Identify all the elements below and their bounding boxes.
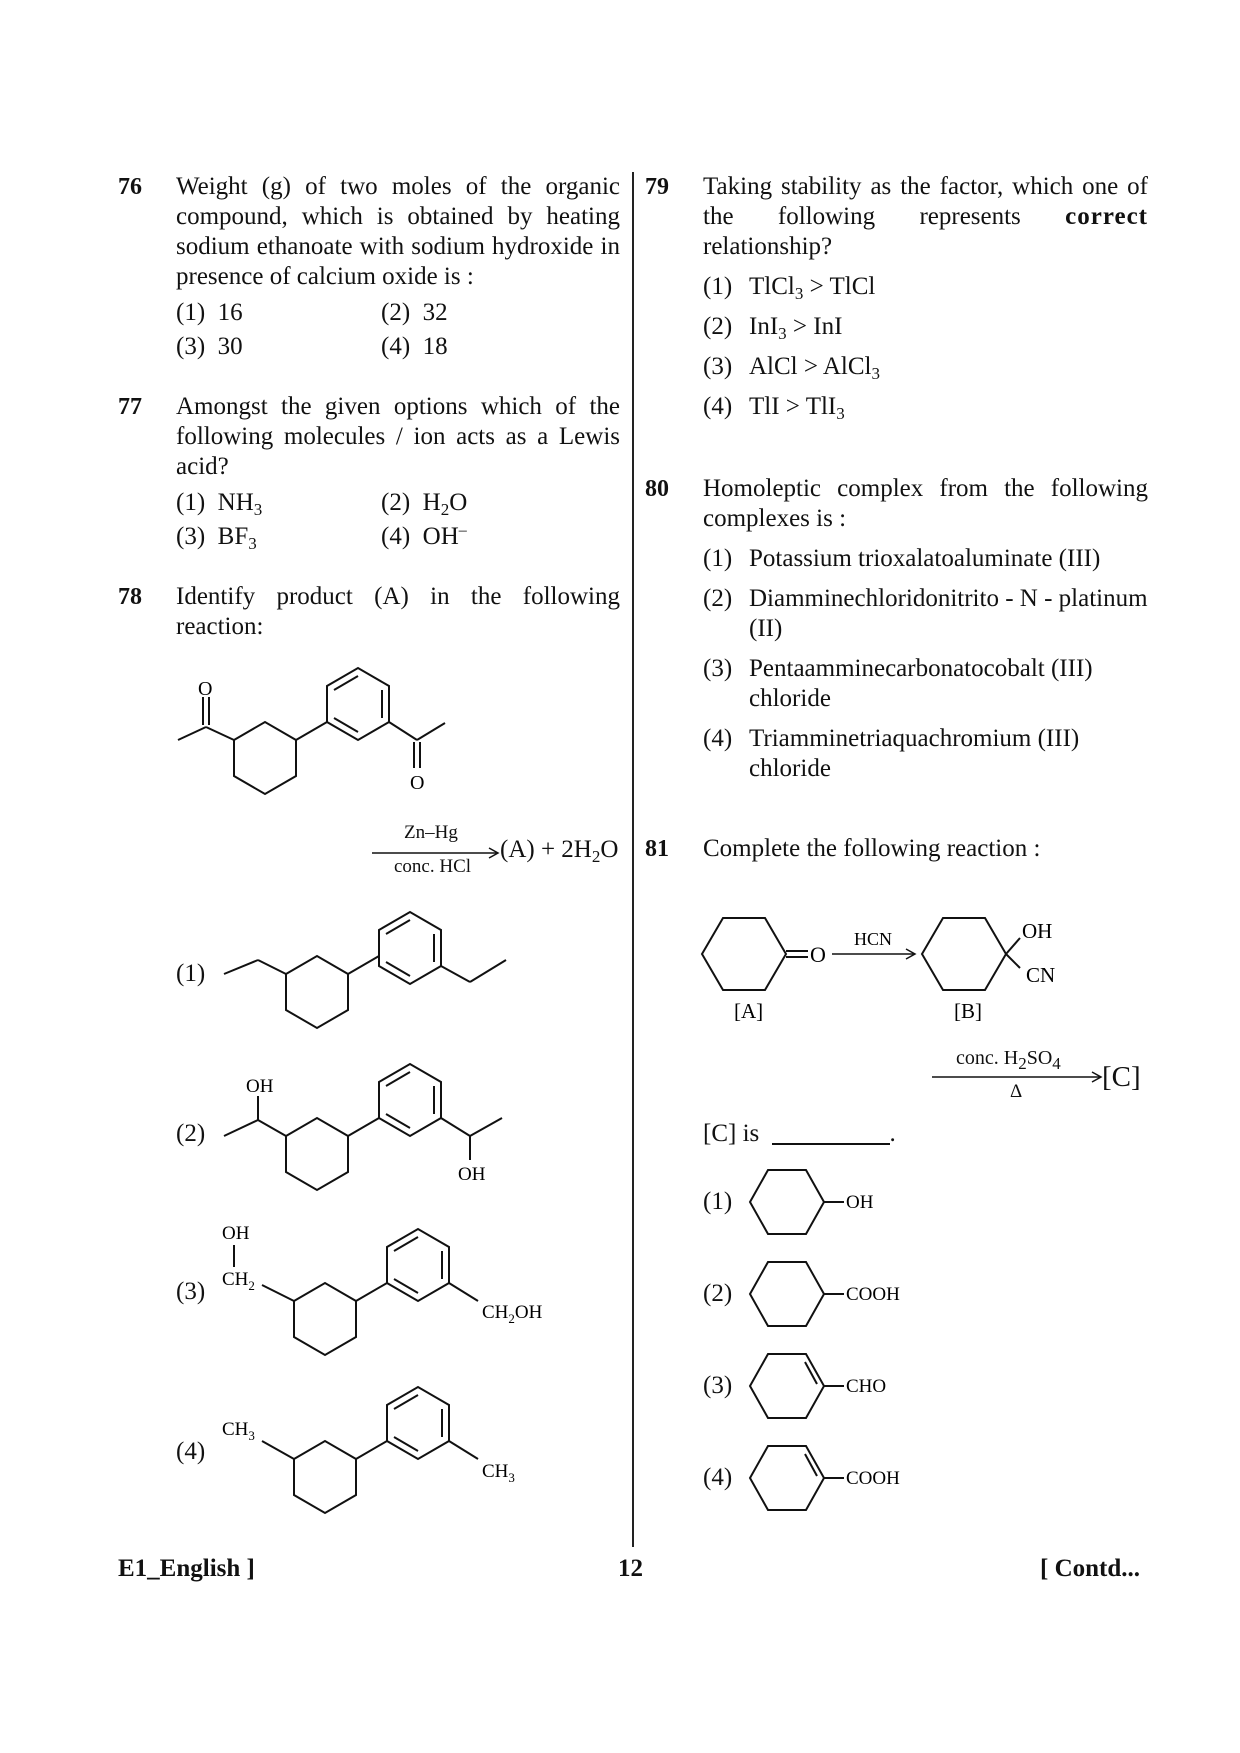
question-stem: Homoleptic complex from the following complexes is : [703,475,1148,532]
q81-option-2-structure [748,1256,948,1334]
option-4[interactable]: (4) Triamminetriaquachromium (III) chloride [703,725,1080,782]
footer-right: [ Contd... [1040,1555,1141,1582]
option-2[interactable]: (2) InI$_3$ > InI [703,313,843,343]
question-stem: Complete the following reaction : [703,835,1041,862]
q81-second-step [930,1045,1150,1107]
footer-left: E1_English ] [118,1555,255,1582]
option-3[interactable]: (3) [703,1372,733,1399]
q81-option-1-structure [748,1164,928,1242]
right-column [645,172,1148,864]
option-2[interactable]: (2) [176,1120,206,1147]
option-4[interactable]: (4) [703,1464,733,1491]
option-1[interactable]: (1) Potassium trioxalatoaluminate (III) [703,545,1101,572]
option-1[interactable]: (1) TlCl$_3$ > TlCl [703,273,876,303]
option-1[interactable]: (1) [176,960,206,987]
oh-label: OH [458,1164,486,1185]
q81-reaction-scheme [700,910,1160,1025]
question-number: 81 [645,836,669,862]
option-4[interactable]: (4) OH– [381,522,467,550]
cooh-label: COOH [846,1468,900,1489]
q78-option-2-structure [220,1060,520,1200]
question-number: 80 [645,476,669,502]
options [176,298,620,362]
left-column [118,172,620,642]
q78-reaction-arrow [372,822,632,882]
option-2[interactable]: (2) Diamminechloridonitrito - N - platinum (II) [703,585,1148,642]
question-78 [118,582,620,642]
page-number: 12 [618,1555,643,1582]
question-79 [645,172,1148,422]
option-3[interactable]: (3) AlCl > AlCl$_3$ [703,353,880,383]
question-number: 77 [118,394,142,420]
cooh-label: COOH [846,1284,900,1305]
question-stem: Weight (g) of two moles of the organic compound, which is obtained by heating sodium ethanoate with sodium hydroxide in presence of calcium oxide is : [176,173,620,290]
label-a: [A] [734,999,764,1023]
question-number: 76 [118,174,142,200]
oxygen-label: O [410,772,425,794]
ch2-label: $CH_2$ [222,1269,255,1293]
q81-blank-line: [C] is . [703,1120,896,1147]
question-81 [645,834,1148,864]
option-3[interactable]: (3) 30 [176,333,243,360]
ch2oh-label: $CH_2OH$ [482,1302,543,1326]
cn-label: CN [1026,963,1056,987]
q78-option-1-structure [220,910,520,1040]
product-a: $(A) + 2H_2O$ [500,836,619,866]
option-3[interactable]: (3) $BF_3$ [176,523,257,553]
option-1[interactable]: (1) 16 [176,299,243,326]
oh-label: OH [222,1223,250,1244]
q81-option-3-structure [748,1348,948,1426]
option-2[interactable]: (2) 32 [381,299,448,326]
oxygen-label: O [810,942,826,967]
q81-option-4-structure [748,1440,948,1518]
product-c: [C] [1102,1061,1141,1093]
option-4[interactable]: (4) 18 [381,333,448,360]
q78-option-3-structure [220,1215,560,1365]
option-4[interactable]: (4) TlI > TlI$_3$ [703,393,845,423]
question-77 [118,392,620,552]
delta-label: Δ [1010,1081,1023,1102]
question-80 [645,474,1148,784]
option-2[interactable]: (2) $H_2O$ [381,489,468,519]
column-divider [632,172,634,1547]
option-3[interactable]: (3) Pentaamminecarbonatocobalt (III) chloride [703,655,1093,712]
label-b: [B] [954,999,982,1023]
q78-option-4-structure [220,1375,560,1525]
oh-label: OH [1022,919,1053,943]
question-stem-end: relationship? [703,233,833,260]
option-3[interactable]: (3) [176,1278,206,1305]
question-76 [118,172,620,362]
option-2[interactable]: (2) [703,1280,733,1307]
answer-blank [772,1143,890,1145]
q78-reactant-structure [170,665,470,815]
oxygen-label: O [198,678,213,700]
question-stem: Taking stability as the factor, which one of the following represents correct [703,173,1148,230]
question-number: 79 [645,174,669,200]
option-4[interactable]: (4) [176,1438,206,1465]
oh-label: OH [246,1076,274,1097]
ch3-label: $CH_3$ [222,1419,255,1443]
option-1[interactable]: (1) $NH_3$ [176,489,263,519]
cho-label: CHO [846,1376,887,1397]
options [176,488,620,552]
question-stem: Amongst the given options which of the following molecules / ion acts as a Lewis acid? [176,393,620,480]
option-1[interactable]: (1) [703,1188,733,1215]
reagent-bottom: conc. HCl [394,856,472,877]
reagent-top: Zn–Hg [404,822,458,843]
question-number: 78 [118,584,142,610]
question-stem: Identify product (A) in the following reaction: [176,583,620,640]
ch3-label: $CH_3$ [482,1461,515,1485]
reagent-h2so4: conc. $H_2SO_4$ [956,1047,1061,1073]
reagent-hcn: HCN [854,929,893,949]
oh-label: OH [846,1192,874,1213]
